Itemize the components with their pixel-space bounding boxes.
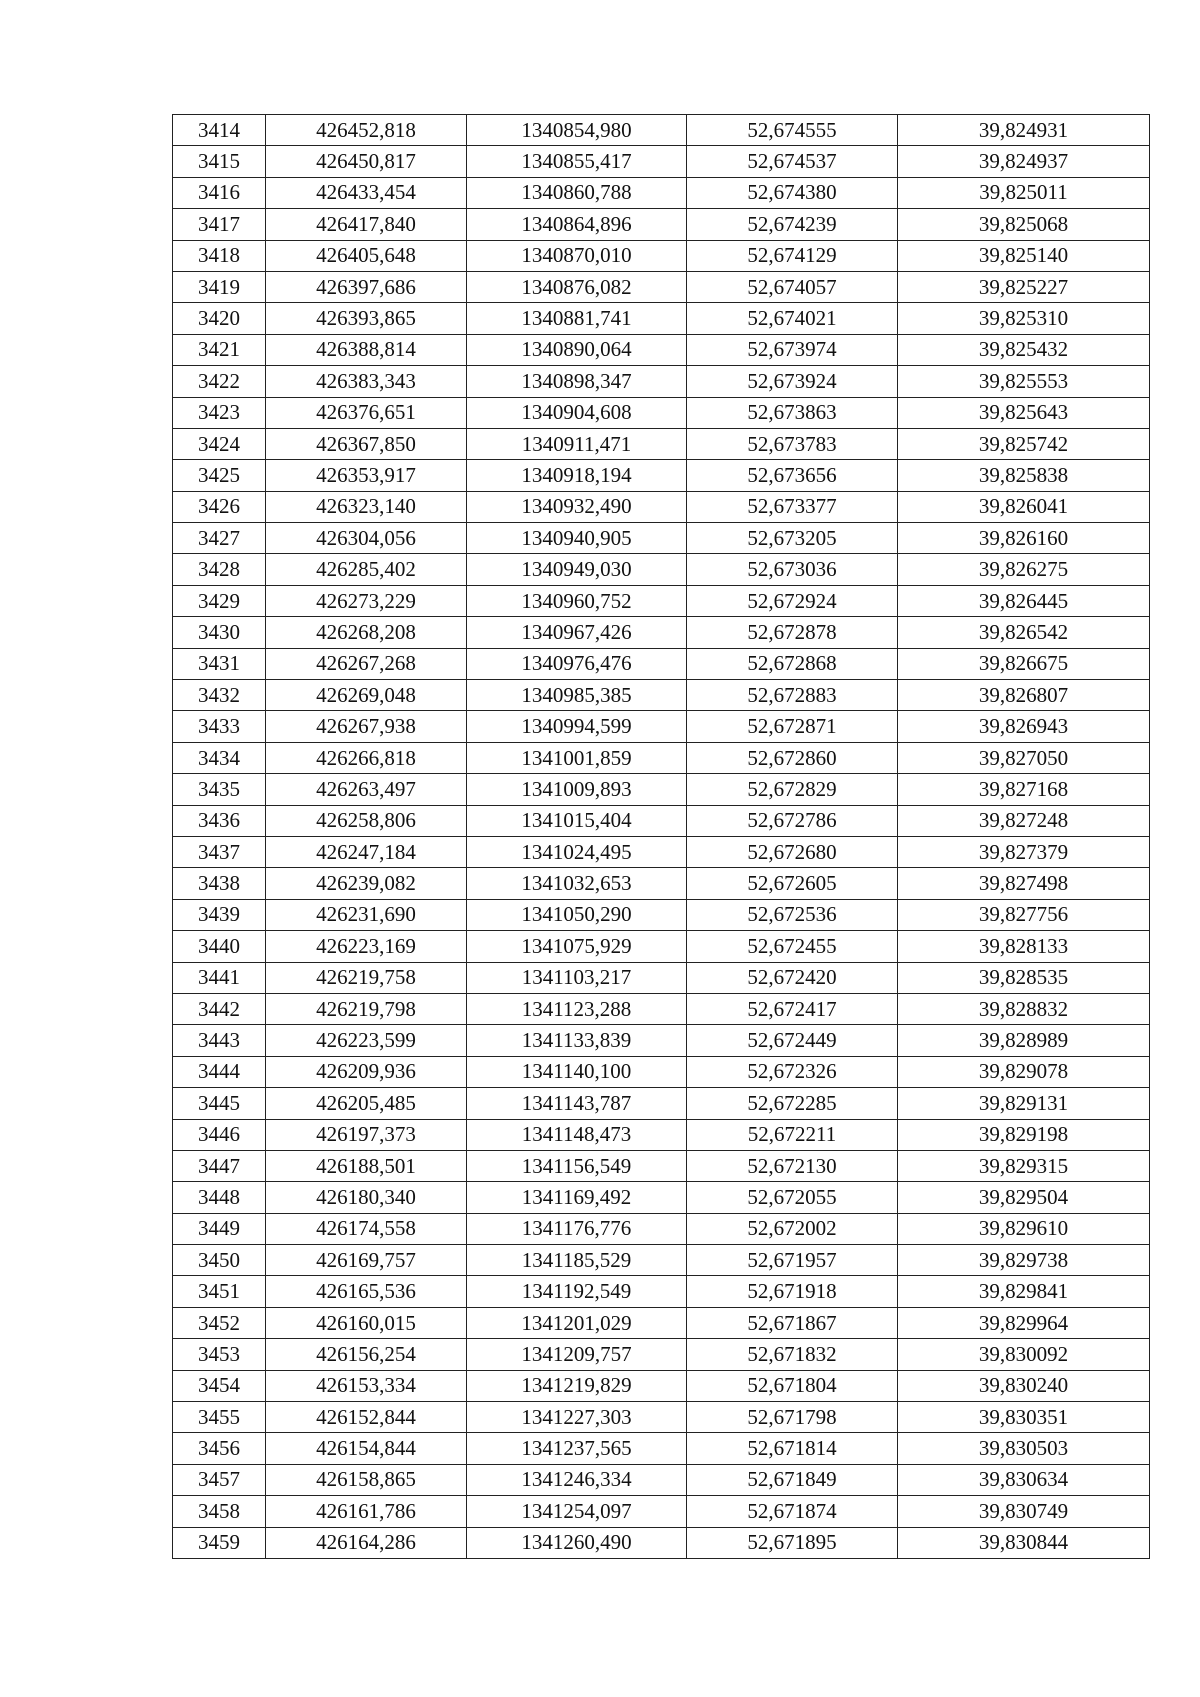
longitude-cell: 39,824937 <box>898 146 1150 177</box>
x-coordinate-cell: 426393,865 <box>266 303 467 334</box>
table-row <box>173 460 1150 491</box>
point-number-cell: 3435 <box>173 774 266 805</box>
x-coordinate-cell: 426258,806 <box>266 805 467 836</box>
table-row <box>173 1245 1150 1276</box>
latitude-cell: 52,672605 <box>687 868 898 899</box>
table-row <box>173 1402 1150 1433</box>
longitude-cell: 39,828535 <box>898 962 1150 993</box>
table-row <box>173 1213 1150 1244</box>
y-coordinate-cell: 1341254,097 <box>467 1496 687 1527</box>
x-coordinate-cell: 426152,844 <box>266 1402 467 1433</box>
y-coordinate-cell: 1341015,404 <box>467 805 687 836</box>
point-number-cell: 3426 <box>173 491 266 522</box>
latitude-cell: 52,672055 <box>687 1182 898 1213</box>
latitude-cell: 52,671814 <box>687 1433 898 1464</box>
x-coordinate-cell: 426180,340 <box>266 1182 467 1213</box>
point-number-cell: 3447 <box>173 1150 266 1181</box>
point-number-cell: 3456 <box>173 1433 266 1464</box>
y-coordinate-cell: 1341237,565 <box>467 1433 687 1464</box>
y-coordinate-cell: 1340976,476 <box>467 648 687 679</box>
table-row <box>173 993 1150 1024</box>
table-row <box>173 334 1150 365</box>
point-number-cell: 3414 <box>173 115 266 146</box>
table-row <box>173 899 1150 930</box>
table-row <box>173 868 1150 899</box>
table-row <box>173 1119 1150 1150</box>
y-coordinate-cell: 1340940,905 <box>467 523 687 554</box>
coordinates-table-body <box>173 115 1150 1559</box>
table-row <box>173 742 1150 773</box>
table-row <box>173 1025 1150 1056</box>
point-number-cell: 3445 <box>173 1088 266 1119</box>
latitude-cell: 52,672871 <box>687 711 898 742</box>
point-number-cell: 3428 <box>173 554 266 585</box>
longitude-cell: 39,825838 <box>898 460 1150 491</box>
point-number-cell: 3452 <box>173 1307 266 1338</box>
point-number-cell: 3418 <box>173 240 266 271</box>
latitude-cell: 52,672449 <box>687 1025 898 1056</box>
table-row <box>173 240 1150 271</box>
point-number-cell: 3453 <box>173 1339 266 1370</box>
longitude-cell: 39,828133 <box>898 931 1150 962</box>
y-coordinate-cell: 1341169,492 <box>467 1182 687 1213</box>
y-coordinate-cell: 1340854,980 <box>467 115 687 146</box>
point-number-cell: 3446 <box>173 1119 266 1150</box>
longitude-cell: 39,828832 <box>898 993 1150 1024</box>
coordinates-table <box>172 114 1150 1559</box>
x-coordinate-cell: 426164,286 <box>266 1527 467 1558</box>
longitude-cell: 39,825310 <box>898 303 1150 334</box>
latitude-cell: 52,671874 <box>687 1496 898 1527</box>
point-number-cell: 3443 <box>173 1025 266 1056</box>
table-row <box>173 1088 1150 1119</box>
latitude-cell: 52,671957 <box>687 1245 898 1276</box>
point-number-cell: 3427 <box>173 523 266 554</box>
x-coordinate-cell: 426268,208 <box>266 617 467 648</box>
x-coordinate-cell: 426452,818 <box>266 115 467 146</box>
longitude-cell: 39,829964 <box>898 1307 1150 1338</box>
latitude-cell: 52,671804 <box>687 1370 898 1401</box>
table-row <box>173 931 1150 962</box>
point-number-cell: 3431 <box>173 648 266 679</box>
point-number-cell: 3442 <box>173 993 266 1024</box>
point-number-cell: 3433 <box>173 711 266 742</box>
x-coordinate-cell: 426223,599 <box>266 1025 467 1056</box>
y-coordinate-cell: 1341103,217 <box>467 962 687 993</box>
latitude-cell: 52,672883 <box>687 680 898 711</box>
point-number-cell: 3429 <box>173 585 266 616</box>
x-coordinate-cell: 426266,818 <box>266 742 467 773</box>
table-row <box>173 115 1150 146</box>
point-number-cell: 3451 <box>173 1276 266 1307</box>
table-row <box>173 680 1150 711</box>
y-coordinate-cell: 1341133,839 <box>467 1025 687 1056</box>
table-row <box>173 836 1150 867</box>
latitude-cell: 52,673205 <box>687 523 898 554</box>
latitude-cell: 52,674021 <box>687 303 898 334</box>
y-coordinate-cell: 1341140,100 <box>467 1056 687 1087</box>
latitude-cell: 52,672211 <box>687 1119 898 1150</box>
table-row <box>173 1150 1150 1181</box>
y-coordinate-cell: 1341156,549 <box>467 1150 687 1181</box>
longitude-cell: 39,829315 <box>898 1150 1150 1181</box>
longitude-cell: 39,827050 <box>898 742 1150 773</box>
latitude-cell: 52,674380 <box>687 177 898 208</box>
y-coordinate-cell: 1341176,776 <box>467 1213 687 1244</box>
point-number-cell: 3440 <box>173 931 266 962</box>
x-coordinate-cell: 426154,844 <box>266 1433 467 1464</box>
longitude-cell: 39,826943 <box>898 711 1150 742</box>
y-coordinate-cell: 1340855,417 <box>467 146 687 177</box>
x-coordinate-cell: 426353,917 <box>266 460 467 491</box>
longitude-cell: 39,829610 <box>898 1213 1150 1244</box>
point-number-cell: 3424 <box>173 428 266 459</box>
point-number-cell: 3441 <box>173 962 266 993</box>
x-coordinate-cell: 426223,169 <box>266 931 467 962</box>
longitude-cell: 39,829131 <box>898 1088 1150 1119</box>
point-number-cell: 3455 <box>173 1402 266 1433</box>
table-row <box>173 491 1150 522</box>
y-coordinate-cell: 1341024,495 <box>467 836 687 867</box>
latitude-cell: 52,672002 <box>687 1213 898 1244</box>
x-coordinate-cell: 426231,690 <box>266 899 467 930</box>
y-coordinate-cell: 1340949,030 <box>467 554 687 585</box>
x-coordinate-cell: 426209,936 <box>266 1056 467 1087</box>
table-row <box>173 1307 1150 1338</box>
y-coordinate-cell: 1341123,288 <box>467 993 687 1024</box>
x-coordinate-cell: 426239,082 <box>266 868 467 899</box>
longitude-cell: 39,825227 <box>898 271 1150 302</box>
y-coordinate-cell: 1340994,599 <box>467 711 687 742</box>
point-number-cell: 3420 <box>173 303 266 334</box>
latitude-cell: 52,671798 <box>687 1402 898 1433</box>
point-number-cell: 3425 <box>173 460 266 491</box>
y-coordinate-cell: 1341001,859 <box>467 742 687 773</box>
table-row <box>173 209 1150 240</box>
y-coordinate-cell: 1340890,064 <box>467 334 687 365</box>
longitude-cell: 39,825742 <box>898 428 1150 459</box>
latitude-cell: 52,672829 <box>687 774 898 805</box>
table-row <box>173 366 1150 397</box>
table-row <box>173 1370 1150 1401</box>
longitude-cell: 39,829841 <box>898 1276 1150 1307</box>
latitude-cell: 52,671918 <box>687 1276 898 1307</box>
latitude-cell: 52,674129 <box>687 240 898 271</box>
y-coordinate-cell: 1340876,082 <box>467 271 687 302</box>
longitude-cell: 39,828989 <box>898 1025 1150 1056</box>
longitude-cell: 39,830503 <box>898 1433 1150 1464</box>
longitude-cell: 39,826542 <box>898 617 1150 648</box>
latitude-cell: 52,674555 <box>687 115 898 146</box>
table-row <box>173 962 1150 993</box>
point-number-cell: 3444 <box>173 1056 266 1087</box>
x-coordinate-cell: 426376,651 <box>266 397 467 428</box>
latitude-cell: 52,672536 <box>687 899 898 930</box>
x-coordinate-cell: 426450,817 <box>266 146 467 177</box>
latitude-cell: 52,673377 <box>687 491 898 522</box>
longitude-cell: 39,827248 <box>898 805 1150 836</box>
longitude-cell: 39,829198 <box>898 1119 1150 1150</box>
latitude-cell: 52,672924 <box>687 585 898 616</box>
x-coordinate-cell: 426267,938 <box>266 711 467 742</box>
table-row <box>173 397 1150 428</box>
longitude-cell: 39,825011 <box>898 177 1150 208</box>
table-row <box>173 1527 1150 1558</box>
longitude-cell: 39,827498 <box>898 868 1150 899</box>
table-row <box>173 805 1150 836</box>
longitude-cell: 39,830240 <box>898 1370 1150 1401</box>
longitude-cell: 39,827379 <box>898 836 1150 867</box>
y-coordinate-cell: 1340870,010 <box>467 240 687 271</box>
longitude-cell: 39,825140 <box>898 240 1150 271</box>
longitude-cell: 39,830844 <box>898 1527 1150 1558</box>
longitude-cell: 39,826041 <box>898 491 1150 522</box>
x-coordinate-cell: 426219,758 <box>266 962 467 993</box>
table-row <box>173 1276 1150 1307</box>
table-row <box>173 428 1150 459</box>
latitude-cell: 52,671867 <box>687 1307 898 1338</box>
y-coordinate-cell: 1341185,529 <box>467 1245 687 1276</box>
longitude-cell: 39,829078 <box>898 1056 1150 1087</box>
x-coordinate-cell: 426304,056 <box>266 523 467 554</box>
longitude-cell: 39,825432 <box>898 334 1150 365</box>
point-number-cell: 3436 <box>173 805 266 836</box>
table-row <box>173 1464 1150 1495</box>
x-coordinate-cell: 426165,536 <box>266 1276 467 1307</box>
latitude-cell: 52,672417 <box>687 993 898 1024</box>
y-coordinate-cell: 1341227,303 <box>467 1402 687 1433</box>
y-coordinate-cell: 1340918,194 <box>467 460 687 491</box>
table-row <box>173 177 1150 208</box>
latitude-cell: 52,673974 <box>687 334 898 365</box>
y-coordinate-cell: 1341201,029 <box>467 1307 687 1338</box>
y-coordinate-cell: 1341075,929 <box>467 931 687 962</box>
x-coordinate-cell: 426197,373 <box>266 1119 467 1150</box>
point-number-cell: 3458 <box>173 1496 266 1527</box>
x-coordinate-cell: 426263,497 <box>266 774 467 805</box>
y-coordinate-cell: 1341219,829 <box>467 1370 687 1401</box>
table-row <box>173 146 1150 177</box>
x-coordinate-cell: 426367,850 <box>266 428 467 459</box>
latitude-cell: 52,672455 <box>687 931 898 962</box>
latitude-cell: 52,672326 <box>687 1056 898 1087</box>
x-coordinate-cell: 426269,048 <box>266 680 467 711</box>
y-coordinate-cell: 1340911,471 <box>467 428 687 459</box>
longitude-cell: 39,830634 <box>898 1464 1150 1495</box>
latitude-cell: 52,673036 <box>687 554 898 585</box>
table-row <box>173 1339 1150 1370</box>
point-number-cell: 3439 <box>173 899 266 930</box>
y-coordinate-cell: 1341009,893 <box>467 774 687 805</box>
longitude-cell: 39,830351 <box>898 1402 1150 1433</box>
point-number-cell: 3422 <box>173 366 266 397</box>
y-coordinate-cell: 1340960,752 <box>467 585 687 616</box>
point-number-cell: 3430 <box>173 617 266 648</box>
table-row <box>173 1182 1150 1213</box>
table-row <box>173 554 1150 585</box>
x-coordinate-cell: 426267,268 <box>266 648 467 679</box>
latitude-cell: 52,673783 <box>687 428 898 459</box>
x-coordinate-cell: 426160,015 <box>266 1307 467 1338</box>
latitude-cell: 52,671832 <box>687 1339 898 1370</box>
longitude-cell: 39,825553 <box>898 366 1150 397</box>
table-row <box>173 271 1150 302</box>
longitude-cell: 39,825643 <box>898 397 1150 428</box>
table-row <box>173 711 1150 742</box>
x-coordinate-cell: 426417,840 <box>266 209 467 240</box>
latitude-cell: 52,672680 <box>687 836 898 867</box>
latitude-cell: 52,673656 <box>687 460 898 491</box>
longitude-cell: 39,826275 <box>898 554 1150 585</box>
point-number-cell: 3448 <box>173 1182 266 1213</box>
point-number-cell: 3438 <box>173 868 266 899</box>
longitude-cell: 39,830749 <box>898 1496 1150 1527</box>
point-number-cell: 3437 <box>173 836 266 867</box>
table-row <box>173 523 1150 554</box>
x-coordinate-cell: 426273,229 <box>266 585 467 616</box>
latitude-cell: 52,671895 <box>687 1527 898 1558</box>
latitude-cell: 52,672878 <box>687 617 898 648</box>
latitude-cell: 52,674537 <box>687 146 898 177</box>
table-row <box>173 585 1150 616</box>
longitude-cell: 39,824931 <box>898 115 1150 146</box>
table-row <box>173 648 1150 679</box>
y-coordinate-cell: 1340985,385 <box>467 680 687 711</box>
y-coordinate-cell: 1340881,741 <box>467 303 687 334</box>
point-number-cell: 3432 <box>173 680 266 711</box>
longitude-cell: 39,830092 <box>898 1339 1150 1370</box>
point-number-cell: 3450 <box>173 1245 266 1276</box>
x-coordinate-cell: 426153,334 <box>266 1370 467 1401</box>
point-number-cell: 3419 <box>173 271 266 302</box>
table-row <box>173 1496 1150 1527</box>
x-coordinate-cell: 426285,402 <box>266 554 467 585</box>
latitude-cell: 52,672130 <box>687 1150 898 1181</box>
y-coordinate-cell: 1340932,490 <box>467 491 687 522</box>
table-row <box>173 1433 1150 1464</box>
latitude-cell: 52,672285 <box>687 1088 898 1119</box>
longitude-cell: 39,826675 <box>898 648 1150 679</box>
x-coordinate-cell: 426161,786 <box>266 1496 467 1527</box>
y-coordinate-cell: 1341148,473 <box>467 1119 687 1150</box>
longitude-cell: 39,826160 <box>898 523 1150 554</box>
x-coordinate-cell: 426156,254 <box>266 1339 467 1370</box>
point-number-cell: 3415 <box>173 146 266 177</box>
x-coordinate-cell: 426188,501 <box>266 1150 467 1181</box>
y-coordinate-cell: 1341209,757 <box>467 1339 687 1370</box>
point-number-cell: 3454 <box>173 1370 266 1401</box>
table-row <box>173 617 1150 648</box>
latitude-cell: 52,671849 <box>687 1464 898 1495</box>
longitude-cell: 39,829504 <box>898 1182 1150 1213</box>
x-coordinate-cell: 426383,343 <box>266 366 467 397</box>
x-coordinate-cell: 426433,454 <box>266 177 467 208</box>
latitude-cell: 52,674239 <box>687 209 898 240</box>
longitude-cell: 39,827168 <box>898 774 1150 805</box>
longitude-cell: 39,827756 <box>898 899 1150 930</box>
x-coordinate-cell: 426388,814 <box>266 334 467 365</box>
table-row <box>173 774 1150 805</box>
point-number-cell: 3423 <box>173 397 266 428</box>
x-coordinate-cell: 426205,485 <box>266 1088 467 1119</box>
latitude-cell: 52,672786 <box>687 805 898 836</box>
longitude-cell: 39,829738 <box>898 1245 1150 1276</box>
y-coordinate-cell: 1340904,608 <box>467 397 687 428</box>
point-number-cell: 3421 <box>173 334 266 365</box>
y-coordinate-cell: 1341260,490 <box>467 1527 687 1558</box>
latitude-cell: 52,673924 <box>687 366 898 397</box>
table-row <box>173 303 1150 334</box>
latitude-cell: 52,672868 <box>687 648 898 679</box>
x-coordinate-cell: 426247,184 <box>266 836 467 867</box>
point-number-cell: 3459 <box>173 1527 266 1558</box>
latitude-cell: 52,672860 <box>687 742 898 773</box>
y-coordinate-cell: 1341050,290 <box>467 899 687 930</box>
longitude-cell: 39,826445 <box>898 585 1150 616</box>
y-coordinate-cell: 1341143,787 <box>467 1088 687 1119</box>
x-coordinate-cell: 426174,558 <box>266 1213 467 1244</box>
y-coordinate-cell: 1341032,653 <box>467 868 687 899</box>
point-number-cell: 3417 <box>173 209 266 240</box>
latitude-cell: 52,673863 <box>687 397 898 428</box>
x-coordinate-cell: 426323,140 <box>266 491 467 522</box>
y-coordinate-cell: 1341192,549 <box>467 1276 687 1307</box>
latitude-cell: 52,674057 <box>687 271 898 302</box>
point-number-cell: 3457 <box>173 1464 266 1495</box>
y-coordinate-cell: 1340864,896 <box>467 209 687 240</box>
y-coordinate-cell: 1341246,334 <box>467 1464 687 1495</box>
table-row <box>173 1056 1150 1087</box>
longitude-cell: 39,825068 <box>898 209 1150 240</box>
latitude-cell: 52,672420 <box>687 962 898 993</box>
longitude-cell: 39,826807 <box>898 680 1150 711</box>
y-coordinate-cell: 1340898,347 <box>467 366 687 397</box>
point-number-cell: 3449 <box>173 1213 266 1244</box>
point-number-cell: 3434 <box>173 742 266 773</box>
x-coordinate-cell: 426405,648 <box>266 240 467 271</box>
point-number-cell: 3416 <box>173 177 266 208</box>
x-coordinate-cell: 426219,798 <box>266 993 467 1024</box>
x-coordinate-cell: 426397,686 <box>266 271 467 302</box>
y-coordinate-cell: 1340860,788 <box>467 177 687 208</box>
x-coordinate-cell: 426169,757 <box>266 1245 467 1276</box>
x-coordinate-cell: 426158,865 <box>266 1464 467 1495</box>
y-coordinate-cell: 1340967,426 <box>467 617 687 648</box>
